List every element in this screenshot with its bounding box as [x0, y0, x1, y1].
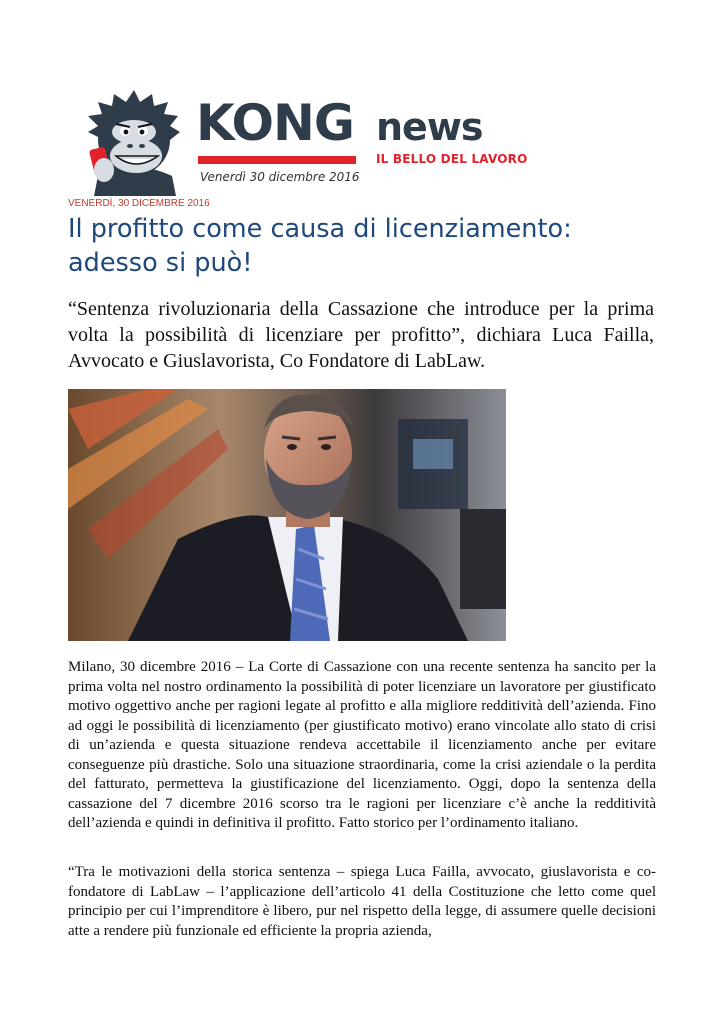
portrait-photo-illustration [68, 389, 506, 641]
logo-tagline: IL BELLO DEL LAVORO [376, 152, 528, 166]
logo-news-wordmark: news [376, 105, 483, 149]
article-headline: Il profitto come causa di licenziamento: adesso si può! [68, 214, 572, 278]
logo-date: Venerdì 30 dicembre 2016 [200, 170, 360, 184]
logo-kong-wordmark: KONG [196, 94, 354, 152]
portrait-photo [68, 389, 506, 641]
article-standfirst: “Sentenza rivoluzionaria della Cassazione che introduce per la prima volta la possibilità di licenziare per profitto”, dichiara Luca Failla, Avvocato e Giuslavorista, Co Fondatore di LabLaw. [68, 298, 654, 372]
article-paragraph: Milano, 30 dicembre 2016 – La Corte di Cassazione con una recente sentenza ha sancito per la prima volta nel nostro ordinamento la possibilità di poter licenziare un lavoratore per giustificato motivo oggettivo anche per ragioni legate al profitto e alla migliore redditività dell’azienda. Fino ad oggi le possibilità di licenziamento (per giustificato motivo) erano vincolate allo stato di crisi di un’azienda e questa situazione rendeva accettabile il licenziamento anche per evitare conseguenze più drastiche. Solo una situazione straordinaria, come la crisi aziendale o la perdita del fatturato, permetteva la giustificazione del licenziamento. Oggi, dopo la sentenza della cassazione del 7 dicembre 2016 scorso tra le ragioni per licenziare c’è anche la redditività dell’azienda e quindi in definitiva il profitto. Fatto storico per l’ordinamento italiano. [68, 659, 656, 831]
logo-red-bar [198, 156, 356, 164]
gorilla-mascot-logo [80, 88, 192, 196]
masthead [80, 88, 550, 198]
article-paragraph: “Tra le motivazioni della storica sentenza – spiega Luca Failla, avvocato, giuslavorista e co-fondatore di LabLaw – l’applicazione dell’articolo 41 della Costituzione che letto come quel principio per cui l’imprenditore è libero, pur nel rispetto della legge, di assumere quelle decisioni atte a rendere più funzionale ed efficiente la propria azienda, [68, 864, 656, 939]
article-dateline: VENERDÌ, 30 DICEMBRE 2016 [68, 198, 210, 209]
